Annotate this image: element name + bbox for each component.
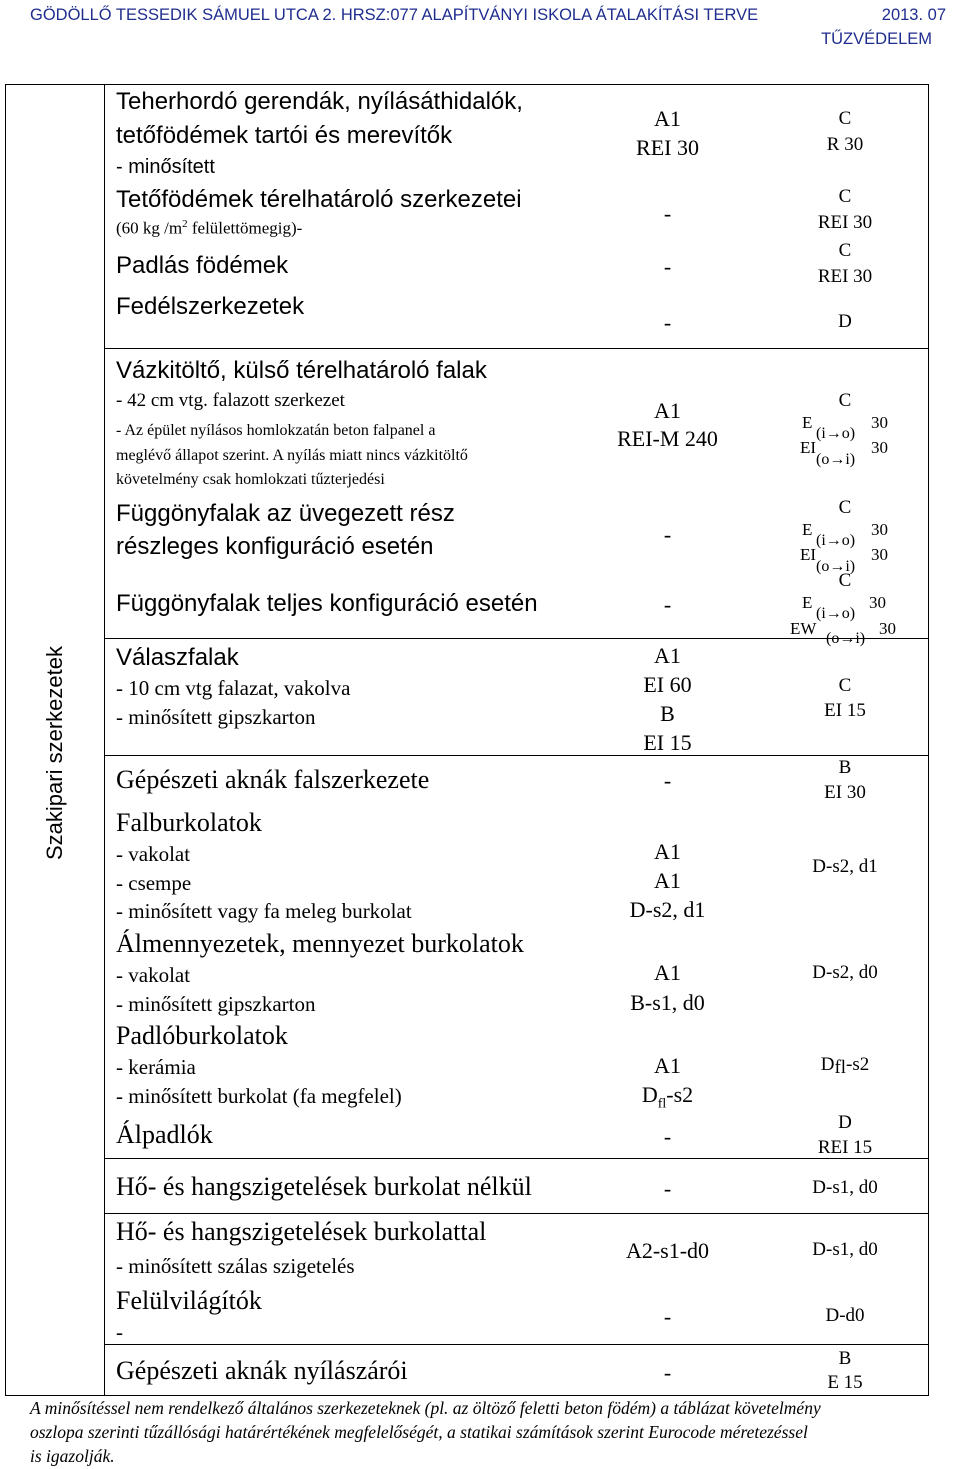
requirement-value: D-s2, d0 bbox=[812, 962, 878, 983]
side-label-wrap bbox=[0, 646, 110, 860]
requirement-value: E bbox=[802, 593, 813, 612]
class-value: - bbox=[663, 522, 672, 547]
row-label: Válaszfalak bbox=[116, 644, 239, 671]
side-label: Szakipari szerkezetek bbox=[42, 646, 67, 860]
requirement-value: C bbox=[838, 390, 852, 411]
requirement-value: R 30 bbox=[826, 134, 864, 155]
requirement-value: 30 bbox=[871, 413, 888, 432]
requirement-value: 30 bbox=[869, 593, 886, 612]
requirement-value: C bbox=[838, 108, 852, 129]
row-sublabel: - minősített bbox=[116, 156, 215, 178]
class-value: A2-s1-d0 bbox=[625, 1238, 710, 1263]
requirement-value: $D_{fl}-s2$ bbox=[820, 1054, 870, 1078]
requirement-value: D-s2, d1 bbox=[812, 856, 878, 877]
row-label: Teherhordó gerendák, nyílásáthidalók, bbox=[116, 88, 523, 115]
footnote-line: is igazolják. bbox=[30, 1446, 115, 1466]
row-label: Gépészeti aknák falszerkezete bbox=[116, 765, 430, 794]
row-label: Gépészeti aknák nyílászárói bbox=[116, 1356, 408, 1385]
row-sublabel: (60 kg $/m^2$ felülettömegig)- bbox=[116, 218, 303, 238]
header-date: 2013. 07 bbox=[881, 6, 946, 24]
requirement-value: C bbox=[838, 240, 852, 261]
class-value: REI-M 240 bbox=[617, 426, 718, 451]
row-label: Falburkolatok bbox=[116, 808, 262, 837]
requirement-value: (o→i) bbox=[816, 558, 856, 575]
requirement-value: EI bbox=[800, 438, 817, 457]
row-sublabel: - minősített gipszkarton bbox=[116, 705, 316, 729]
class-value: A1 bbox=[654, 839, 681, 864]
row-sublabel: - Az épület nyílásos homlokzatán beton falpanel a bbox=[116, 422, 436, 439]
row-label: Vázkitöltő, külső térelhatároló falak bbox=[116, 357, 487, 384]
requirement-value: (o→i) bbox=[826, 630, 866, 647]
requirement-value: EI 30 bbox=[824, 782, 866, 803]
row-sublabel: követelmény csak homlokzati tűzterjedési bbox=[116, 471, 385, 488]
class-value: B-s1, d0 bbox=[630, 990, 705, 1015]
header-subtitle: TŰZVÉDELEM bbox=[821, 30, 932, 48]
class-value: A1 bbox=[654, 398, 681, 423]
row-sublabel: - vakolat bbox=[116, 842, 191, 866]
footnote-line: A minősítéssel nem rendelkező általános szerkezeteknek (pl. az öltöző feletti beton födém) a táblázat követelmény bbox=[30, 1398, 821, 1418]
class-value: - bbox=[663, 254, 672, 279]
class-value: B bbox=[660, 701, 675, 726]
footnote-line: oszlopa szerinti tűzállósági határértékének megfelelőségét, a statikai számítások szerint Eurocode méretezéssel bbox=[30, 1422, 808, 1442]
requirement-value: 30 bbox=[871, 438, 888, 457]
requirement-value: (i→o) bbox=[816, 605, 856, 622]
requirement-value: D bbox=[838, 1112, 852, 1133]
row-divider bbox=[105, 1344, 929, 1345]
class-value: EI 15 bbox=[643, 730, 692, 755]
row-divider bbox=[105, 1213, 929, 1214]
class-value: - bbox=[663, 1360, 672, 1385]
class-value: - bbox=[663, 768, 672, 793]
row-sublabel: - csempe bbox=[116, 871, 192, 895]
row-sublabel: - 10 cm vtg falazat, vakolva bbox=[116, 676, 351, 700]
row-label: részleges konfiguráció esetén bbox=[116, 533, 434, 560]
class-value: - bbox=[663, 1176, 672, 1201]
requirement-value: EI 15 bbox=[824, 700, 866, 721]
class-value: A1 bbox=[654, 868, 681, 893]
row-sublabel: - bbox=[116, 1320, 123, 1344]
class-value: $D_{fl}-s2$ bbox=[641, 1082, 694, 1112]
row-label: Függönyfalak teljes konfiguráció esetén bbox=[116, 590, 538, 617]
requirement-value: 30 bbox=[879, 619, 896, 638]
row-divider bbox=[105, 755, 929, 756]
requirement-value: E bbox=[802, 413, 813, 432]
class-value: - bbox=[663, 201, 672, 226]
requirement-value: (o→i) bbox=[816, 451, 856, 468]
class-value: - bbox=[663, 1124, 672, 1149]
requirement-value: C bbox=[838, 186, 852, 207]
row-label: Padlás födémek bbox=[116, 252, 289, 279]
row-label: Padlóburkolatok bbox=[116, 1021, 288, 1050]
requirement-value: E 15 bbox=[827, 1372, 863, 1393]
requirement-value: (i→o) bbox=[816, 425, 856, 442]
requirement-value: 30 bbox=[871, 520, 888, 539]
row-sublabel: - minősített szálas szigetelés bbox=[116, 1254, 355, 1278]
requirement-value: D-s1, d0 bbox=[812, 1239, 878, 1260]
class-value: - bbox=[663, 592, 672, 617]
table-top-border bbox=[5, 84, 929, 85]
row-label: Álmennyezetek, mennyezet burkolatok bbox=[116, 929, 524, 958]
class-value: - bbox=[663, 310, 672, 335]
class-value: A1 bbox=[654, 643, 681, 668]
clipped-cell bbox=[800, 558, 910, 575]
row-sublabel: - 42 cm vtg. falazott szerkezet bbox=[116, 390, 345, 411]
row-label: Fedélszerkezetek bbox=[116, 293, 305, 320]
row-divider bbox=[105, 348, 929, 349]
row-sublabel: - minősített burkolat (fa megfelel) bbox=[116, 1084, 402, 1108]
class-value: - bbox=[663, 1304, 672, 1329]
requirement-value: C bbox=[838, 497, 852, 518]
requirement-value: (i→o) bbox=[816, 532, 856, 549]
requirement-value: E bbox=[802, 520, 813, 539]
class-value: EI 60 bbox=[643, 672, 692, 697]
row-label: Álpadlók bbox=[116, 1120, 213, 1149]
requirement-value: EI bbox=[800, 545, 817, 564]
requirement-value: B bbox=[838, 757, 852, 778]
table-right-border bbox=[928, 84, 929, 1396]
requirement-value: D-d0 bbox=[825, 1305, 865, 1326]
row-label: Hő- és hangszigetelések burkolattal bbox=[116, 1217, 487, 1246]
row-sublabel: - vakolat bbox=[116, 963, 191, 987]
header-title: GÖDÖLLŐ TESSEDIK SÁMUEL UTCA 2. HRSZ:077 ALAPÍTVÁNYI ISKOLA ÁTALAKÍTÁSI TERVE bbox=[30, 6, 759, 24]
requirement-value: EW bbox=[790, 619, 817, 638]
requirement-value: REI 15 bbox=[817, 1137, 873, 1158]
row-label: Hő- és hangszigetelések burkolat nélkül bbox=[116, 1172, 532, 1201]
class-value: REI 30 bbox=[636, 135, 699, 160]
class-value: A1 bbox=[654, 960, 681, 985]
requirement-value: C bbox=[838, 570, 852, 591]
requirement-value: 30 bbox=[871, 545, 888, 564]
requirement-value: C bbox=[838, 675, 852, 696]
row-label: tetőfödémek tartói és merevítők bbox=[116, 122, 453, 149]
row-sublabel: meglévő állapot szerint. A nyílás miatt nincs vázkitöltő bbox=[116, 447, 468, 464]
row-sublabel: - minősített gipszkarton bbox=[116, 992, 316, 1016]
requirement-value: REI 30 bbox=[817, 212, 873, 233]
requirement-value: REI 30 bbox=[817, 266, 873, 287]
requirement-value: D bbox=[838, 311, 852, 332]
row-label: Felülvilágítók bbox=[116, 1286, 262, 1315]
class-value: A1 bbox=[654, 1053, 681, 1078]
class-value: A1 bbox=[654, 106, 681, 131]
row-sublabel: - minősített vagy fa meleg burkolat bbox=[116, 899, 412, 923]
row-sublabel: - kerámia bbox=[116, 1055, 196, 1079]
requirement-value: D-s1, d0 bbox=[812, 1177, 878, 1198]
row-label: Tetőfödémek térelhatároló szerkezetei bbox=[116, 186, 522, 213]
class-value: D-s2, d1 bbox=[629, 897, 706, 922]
requirement-value: B bbox=[838, 1348, 852, 1369]
row-label: Függönyfalak az üvegezett rész bbox=[116, 500, 455, 527]
footnote bbox=[30, 1396, 960, 1468]
